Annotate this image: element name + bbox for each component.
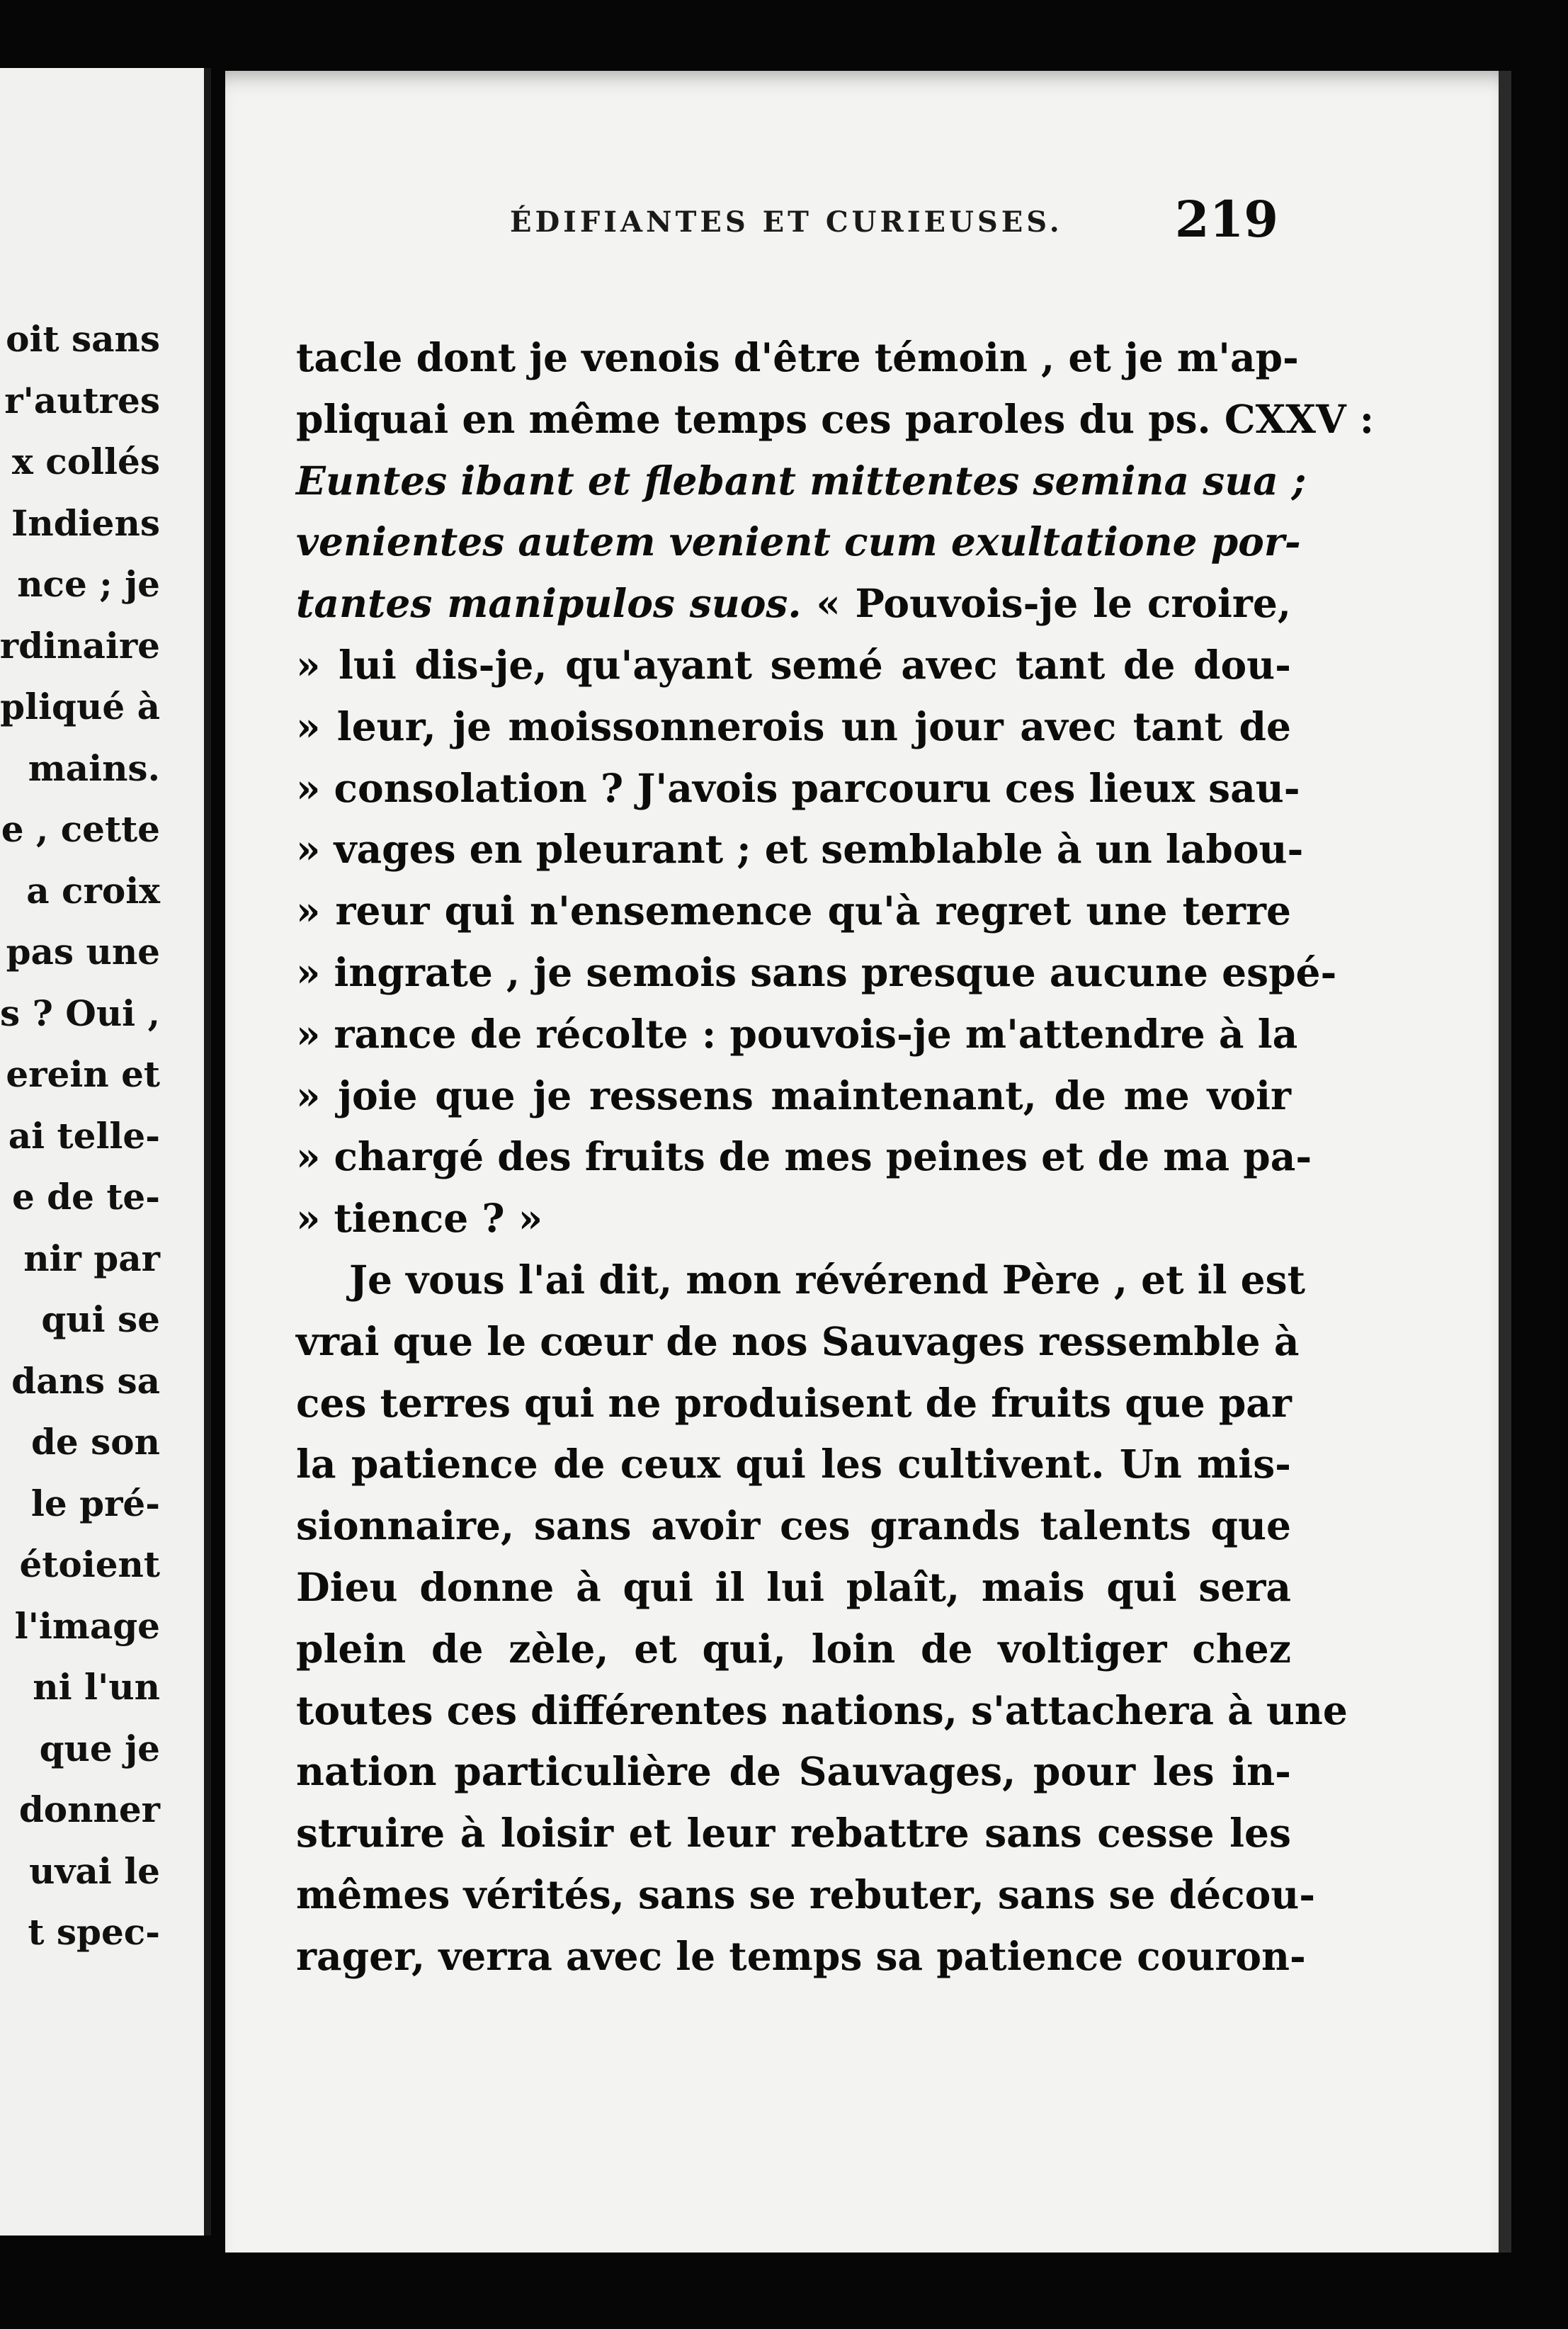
left-line: pliqué à (0, 686, 160, 727)
left-line: x collés (12, 441, 160, 482)
text-line: sionnaire, sans avoir ces grands talents que (296, 1502, 1291, 1549)
text-line: plein de zèle, et qui, loin de voltiger chez (296, 1625, 1291, 1672)
left-line: s ? Oui , (0, 992, 160, 1034)
text-line (296, 573, 1291, 635)
text-line: nation particulière de Sauvages, pour les in- (296, 1748, 1291, 1795)
text-line: rager, verra avec le temps sa patience couron- (296, 1932, 1306, 1979)
left-line: de son (30, 1421, 160, 1463)
left-line: r'autres (4, 379, 160, 421)
left-line: e de te- (11, 1176, 160, 1218)
left-line: Indiens (11, 502, 160, 544)
latin-quote: tantes manipulos suos. (296, 580, 802, 627)
running-head-title: ÉDIFIANTES ET CURIEUSES. (510, 205, 1063, 239)
french-quote-start: « Pouvois-je le croire, (801, 580, 1291, 627)
left-line: ai telle- (8, 1114, 160, 1157)
text-line: » vages en pleurant ; et semblable à un labou- (296, 826, 1304, 873)
text-line: » consolation ? J'avois parcouru ces lieux sau- (296, 764, 1300, 811)
left-line: rdinaire (0, 624, 160, 667)
text-line: vrai que le cœur de nos Sauvages ressemble à (296, 1318, 1300, 1364)
text-line: Je vous l'ai dit, mon révérend Père , et il est (349, 1256, 1305, 1303)
running-head (280, 190, 1278, 261)
text-line: » tience ? » (296, 1195, 543, 1242)
left-line: nir par (23, 1237, 160, 1279)
text-line: » lui dis-je, qu'ayant semé avec tant de dou- (296, 641, 1291, 688)
text-line: Dieu donne à qui il lui plaît, mais qui sera (296, 1563, 1291, 1610)
text-line: » reur qui n'ensemence qu'à regret une terre (296, 888, 1291, 934)
text-line: struire à loisir et leur rebattre sans cesse les (296, 1810, 1291, 1857)
text-line: » joie que je ressens maintenant, de me voir (296, 1072, 1291, 1118)
left-page-text (0, 309, 160, 1964)
text-line: ces terres qui ne produisent de fruits que par (296, 1379, 1292, 1426)
left-line: ni l'un (33, 1666, 160, 1708)
left-line: t spec- (28, 1911, 160, 1953)
left-line: le pré- (30, 1482, 160, 1524)
text-line: » ingrate , je semois sans presque aucune espé- (296, 948, 1337, 995)
text-line: tacle dont je venois d'être témoin , et je m'ap- (296, 334, 1299, 380)
left-line: pas une (6, 931, 160, 973)
text-line: » rance de récolte : pouvois-je m'attendre à la (296, 1010, 1298, 1057)
left-line: nce ; je (17, 563, 160, 605)
left-line: qui se (41, 1298, 160, 1340)
left-line: uvai le (28, 1849, 160, 1892)
left-line: erein et (6, 1053, 160, 1095)
left-line: donner (18, 1789, 160, 1830)
left-line: e , cette (1, 808, 160, 850)
text-line: pliquai en même temps ces paroles du ps. CXXV : (296, 395, 1375, 442)
left-line: oit sans (6, 318, 160, 360)
page-number: 219 (1174, 190, 1278, 249)
left-line: a croix (26, 869, 160, 912)
text-line: toutes ces différentes nations, s'attachera à une (296, 1687, 1348, 1733)
left-facing-page (0, 68, 211, 2236)
text-line: la patience de ceux qui les cultivent. Un mis- (296, 1441, 1291, 1488)
left-line: étoient (19, 1543, 160, 1585)
left-line: que je (39, 1727, 160, 1769)
text-line: » leur, je moissonnerois un jour avec tant de (296, 703, 1291, 749)
left-line: mains. (28, 747, 160, 789)
text-line: venientes autem venient cum exultatione por- (296, 518, 1301, 565)
left-line: dans sa (11, 1359, 160, 1402)
left-line: l'image (14, 1604, 160, 1647)
text-line: Euntes ibant et flebant mittentes semina sua ; (296, 457, 1307, 504)
text-line: » chargé des fruits de mes peines et de ma pa- (296, 1133, 1312, 1180)
text-line: mêmes vérités, sans se rebuter, sans se décou- (296, 1871, 1316, 1917)
body-text (296, 327, 1375, 1988)
